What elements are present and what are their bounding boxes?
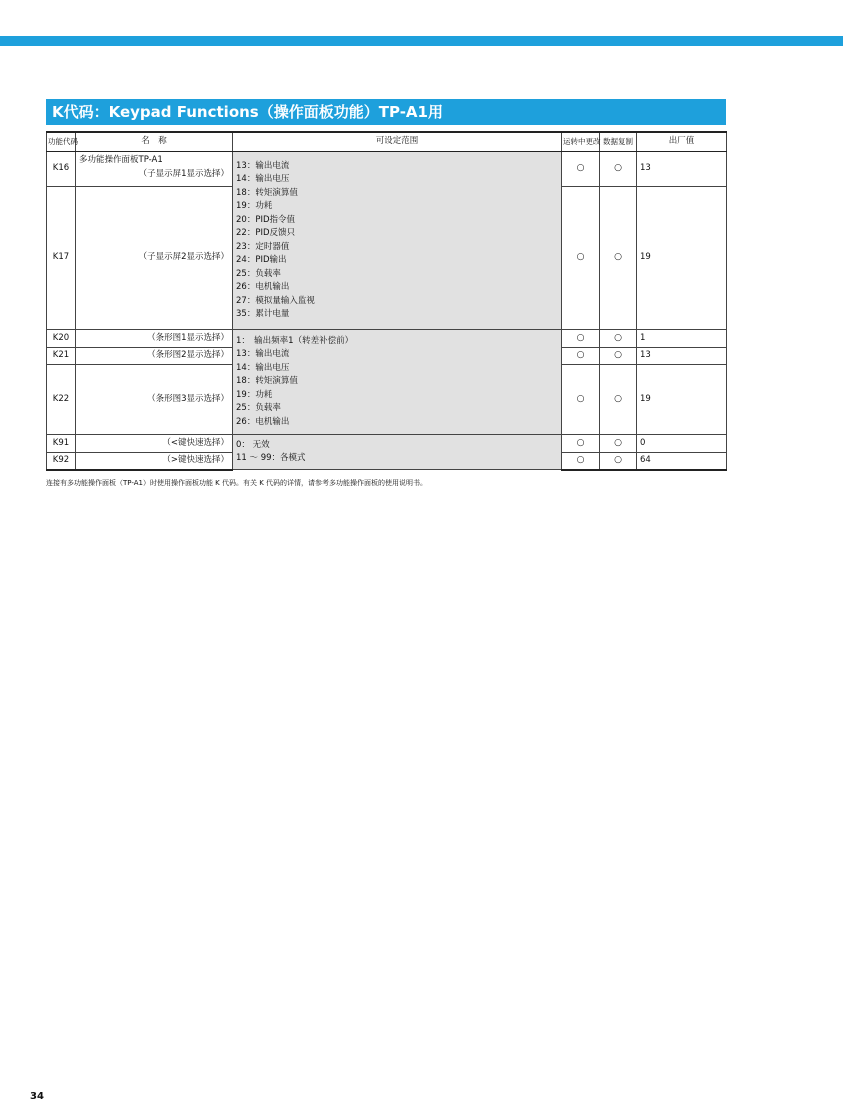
header-running-change: 运转中更改 xyxy=(562,132,600,152)
header-name: 名 称 xyxy=(76,132,233,152)
row-code: K91 xyxy=(47,435,76,453)
header-range: 可设定范围 xyxy=(233,132,562,152)
table-footnote: 连接有多功能操作面板（TP-A1）时使用操作面板功能 K 代码。有关 K 代码的详情，请参考多功能操作面板的使用说明书。 xyxy=(46,479,428,487)
row-name xyxy=(76,152,233,187)
name-line-sub: （<键快速选择） xyxy=(162,437,229,448)
range-line: 35：累计电量 xyxy=(236,309,290,319)
name-line-sub: （条形图3显示选择） xyxy=(147,393,229,404)
row-code: K92 xyxy=(47,453,76,470)
range-line: 14：输出电压 xyxy=(236,362,290,373)
header-data-copy: 数据复制 xyxy=(600,132,637,152)
name-line-sub: （条形图1显示选择） xyxy=(147,332,229,343)
range-line: 13：输出电流 xyxy=(236,349,290,360)
range-cell-group-a xyxy=(233,152,562,330)
row-code: K20 xyxy=(47,330,76,348)
row-name xyxy=(76,365,233,435)
name-line-sub: （>键快速选择） xyxy=(162,455,229,465)
table-header-row xyxy=(47,132,727,152)
range-cell-group-c xyxy=(233,435,562,470)
factory-value: 19 xyxy=(637,187,727,330)
range-line: 13：输出电流 xyxy=(236,160,290,171)
name-line-sub: （子显示屏1显示选择） xyxy=(138,168,229,179)
range-line: 20：PID指令值 xyxy=(236,214,295,225)
row-code: K17 xyxy=(47,187,76,330)
factory-value: 19 xyxy=(637,365,727,435)
range-line: 26：电机输出 xyxy=(236,416,290,427)
range-line: 24：PID输出 xyxy=(236,255,287,265)
factory-value: 1 xyxy=(637,330,727,348)
running-change-mark: ○ xyxy=(562,152,600,187)
range-cell-group-b xyxy=(233,330,562,435)
k-code-table xyxy=(46,131,727,471)
running-change-mark: ○ xyxy=(562,365,600,435)
range-line: 26：电机输出 xyxy=(236,282,290,292)
row-name xyxy=(76,187,233,330)
running-change-mark: ○ xyxy=(562,435,600,453)
data-copy-mark: ○ xyxy=(600,187,637,330)
page-number: 34 xyxy=(30,1091,44,1102)
data-copy-mark: ○ xyxy=(600,365,637,435)
range-line: 19：功耗 xyxy=(236,389,273,400)
range-line: 25：负载率 xyxy=(236,403,281,414)
running-change-mark: ○ xyxy=(562,330,600,348)
row-code: K16 xyxy=(47,152,76,187)
table-row xyxy=(47,152,727,187)
table-row xyxy=(47,435,727,453)
range-line: 23：定时器值 xyxy=(236,241,290,252)
range-line: 19：功耗 xyxy=(236,201,273,211)
row-name xyxy=(76,453,233,470)
factory-value: 13 xyxy=(637,152,727,187)
header-factory-value: 出厂值 xyxy=(637,132,727,152)
top-accent-stripe xyxy=(0,36,843,46)
running-change-mark: ○ xyxy=(562,348,600,365)
range-line: 11 ～ 99：各模式 xyxy=(236,453,306,463)
range-line: 14：输出电压 xyxy=(236,174,290,184)
running-change-mark: ○ xyxy=(562,453,600,470)
k-code-table-container xyxy=(46,131,726,471)
name-line-sub: （条形图2显示选择） xyxy=(147,350,229,361)
data-copy-mark: ○ xyxy=(600,152,637,187)
data-copy-mark: ○ xyxy=(600,453,637,470)
row-name xyxy=(76,435,233,453)
name-line-sub: （子显示屏2显示选择） xyxy=(138,252,229,263)
range-line: 0： 无效 xyxy=(236,439,270,450)
header-code: 功能代码 xyxy=(47,132,76,152)
range-line: 1： 输出频率1（转差补偿前） xyxy=(236,335,354,346)
running-change-mark: ○ xyxy=(562,187,600,330)
range-line: 25：负载率 xyxy=(236,268,281,279)
range-line: 27：模拟量输入监视 xyxy=(236,295,315,306)
name-line-main: 多功能操作面板TP-A1 xyxy=(79,155,163,165)
range-line: 18：转矩演算值 xyxy=(236,376,298,387)
factory-value: 13 xyxy=(637,348,727,365)
factory-value: 0 xyxy=(637,435,727,453)
row-name xyxy=(76,348,233,365)
factory-value: 64 xyxy=(637,453,727,470)
data-copy-mark: ○ xyxy=(600,330,637,348)
range-line: 22：PID反馈只 xyxy=(236,228,295,238)
row-code: K21 xyxy=(47,348,76,365)
data-copy-mark: ○ xyxy=(600,435,637,453)
table-row xyxy=(47,330,727,348)
range-line: 18：转矩演算值 xyxy=(236,187,298,198)
data-copy-mark: ○ xyxy=(600,348,637,365)
row-code: K22 xyxy=(47,365,76,435)
row-name xyxy=(76,330,233,348)
section-title: K代码：Keypad Functions（操作面板功能）TP-A1用 xyxy=(46,99,726,125)
